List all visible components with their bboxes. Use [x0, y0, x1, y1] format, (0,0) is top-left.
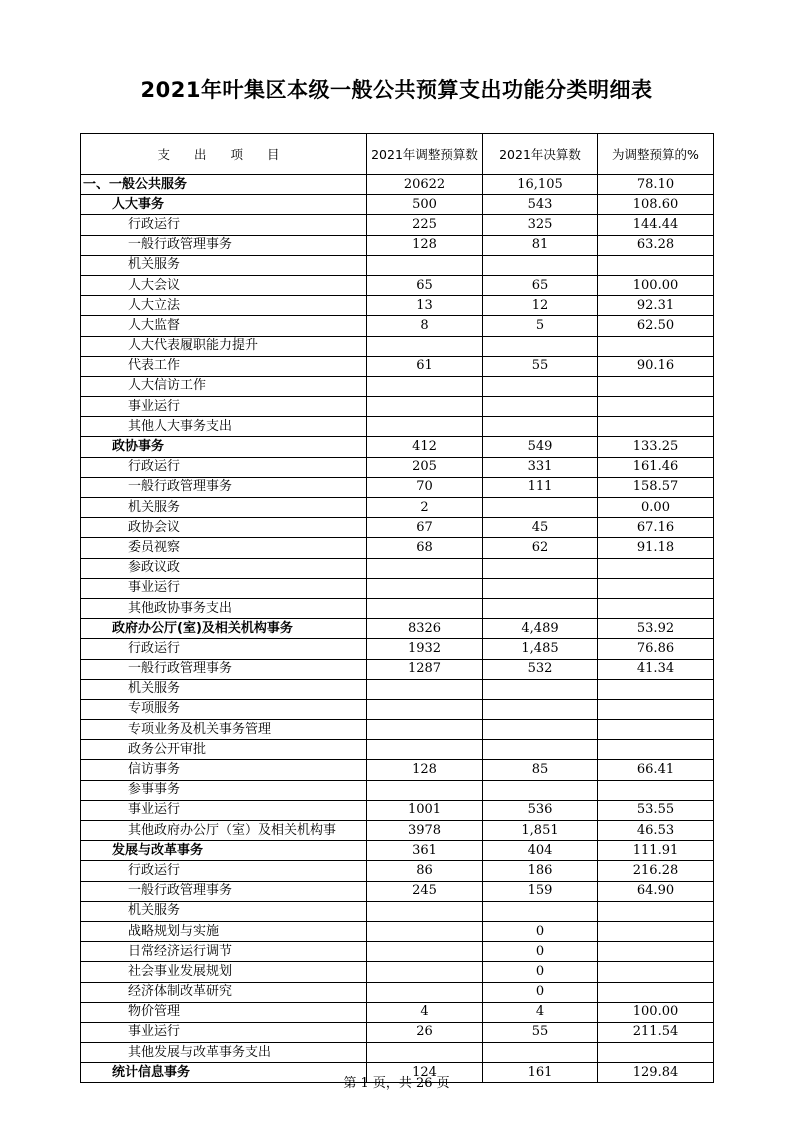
percent-cell: [598, 740, 714, 760]
item-name-cell: 经济体制改革研究: [81, 982, 367, 1002]
adjusted-budget-cell: 412: [367, 437, 483, 457]
item-name-cell: 代表工作: [81, 356, 367, 376]
table-row: [81, 296, 714, 316]
percent-cell: 100.00: [598, 275, 714, 295]
table-row: [81, 316, 714, 336]
header-final-accounts: 2021年决算数: [483, 134, 598, 175]
table-row: [81, 942, 714, 962]
percent-cell: [598, 962, 714, 982]
adjusted-budget-cell: [367, 942, 483, 962]
final-accounts-cell: [483, 498, 598, 518]
adjusted-budget-cell: 245: [367, 881, 483, 901]
table-row: [81, 639, 714, 659]
item-name-cell: 事业运行: [81, 800, 367, 820]
percent-cell: [598, 901, 714, 921]
header-percent: 为调整预算的%: [598, 134, 714, 175]
final-accounts-cell: 0: [483, 921, 598, 941]
final-accounts-cell: [483, 780, 598, 800]
percent-cell: 90.16: [598, 356, 714, 376]
adjusted-budget-cell: 124: [367, 1063, 483, 1083]
final-accounts-cell: 186: [483, 861, 598, 881]
item-name-cell: 政协会议: [81, 518, 367, 538]
percent-cell: 76.86: [598, 639, 714, 659]
table-row: [81, 740, 714, 760]
adjusted-budget-cell: 1932: [367, 639, 483, 659]
table-row: [81, 255, 714, 275]
percent-cell: 66.41: [598, 760, 714, 780]
final-accounts-cell: [483, 255, 598, 275]
final-accounts-cell: [483, 699, 598, 719]
adjusted-budget-cell: [367, 255, 483, 275]
table-row: [81, 578, 714, 598]
table-row: [81, 538, 714, 558]
item-name-cell: 发展与改革事务: [81, 841, 367, 861]
adjusted-budget-cell: 4: [367, 1002, 483, 1022]
table-row: [81, 821, 714, 841]
adjusted-budget-cell: 1001: [367, 800, 483, 820]
table-row: [81, 962, 714, 982]
table-row: [81, 518, 714, 538]
final-accounts-cell: 1,485: [483, 639, 598, 659]
item-name-cell: 信访事务: [81, 760, 367, 780]
item-name-cell: 其他人大事务支出: [81, 417, 367, 437]
item-name-cell: 一般行政管理事务: [81, 235, 367, 255]
item-name-cell: 其他政协事务支出: [81, 598, 367, 618]
adjusted-budget-cell: [367, 578, 483, 598]
final-accounts-cell: [483, 417, 598, 437]
percent-cell: [598, 578, 714, 598]
adjusted-budget-cell: 225: [367, 215, 483, 235]
table-row: [81, 861, 714, 881]
item-name-cell: 机关服务: [81, 255, 367, 275]
item-name-cell: 专项业务及机关事务管理: [81, 720, 367, 740]
percent-cell: 63.28: [598, 235, 714, 255]
final-accounts-cell: 161: [483, 1063, 598, 1083]
table-row: [81, 881, 714, 901]
final-accounts-cell: [483, 336, 598, 356]
adjusted-budget-cell: 500: [367, 195, 483, 215]
percent-cell: [598, 679, 714, 699]
percent-cell: [598, 1043, 714, 1063]
item-name-cell: 统计信息事务: [81, 1063, 367, 1083]
table-row: [81, 275, 714, 295]
table-header-row: [81, 134, 714, 175]
final-accounts-cell: 0: [483, 942, 598, 962]
adjusted-budget-cell: [367, 679, 483, 699]
adjusted-budget-cell: [367, 376, 483, 396]
item-name-cell: 一般行政管理事务: [81, 477, 367, 497]
percent-cell: [598, 376, 714, 396]
adjusted-budget-cell: [367, 982, 483, 1002]
table-body: [81, 175, 714, 1083]
adjusted-budget-cell: 361: [367, 841, 483, 861]
table-row: [81, 1043, 714, 1063]
adjusted-budget-cell: [367, 699, 483, 719]
adjusted-budget-cell: 70: [367, 477, 483, 497]
table-row: [81, 800, 714, 820]
adjusted-budget-cell: [367, 397, 483, 417]
adjusted-budget-cell: 68: [367, 538, 483, 558]
adjusted-budget-cell: 13: [367, 296, 483, 316]
item-name-cell: 人大代表履职能力提升: [81, 336, 367, 356]
percent-cell: 62.50: [598, 316, 714, 336]
adjusted-budget-cell: 65: [367, 275, 483, 295]
adjusted-budget-cell: 26: [367, 1022, 483, 1042]
item-name-cell: 日常经济运行调节: [81, 942, 367, 962]
final-accounts-cell: 404: [483, 841, 598, 861]
percent-cell: 64.90: [598, 881, 714, 901]
percent-cell: 111.91: [598, 841, 714, 861]
table-row: [81, 356, 714, 376]
percent-cell: [598, 336, 714, 356]
item-name-cell: 机关服务: [81, 679, 367, 699]
table-row: [81, 598, 714, 618]
table-row: [81, 720, 714, 740]
percent-cell: [598, 598, 714, 618]
table-row: [81, 619, 714, 639]
final-accounts-cell: 331: [483, 457, 598, 477]
final-accounts-cell: 532: [483, 659, 598, 679]
final-accounts-cell: [483, 376, 598, 396]
adjusted-budget-cell: 8326: [367, 619, 483, 639]
table-row: [81, 437, 714, 457]
adjusted-budget-cell: [367, 558, 483, 578]
final-accounts-cell: 111: [483, 477, 598, 497]
table-row: [81, 901, 714, 921]
item-name-cell: 专项服务: [81, 699, 367, 719]
percent-cell: 53.92: [598, 619, 714, 639]
table-row: [81, 841, 714, 861]
table-row: [81, 699, 714, 719]
adjusted-budget-cell: [367, 598, 483, 618]
final-accounts-cell: [483, 1043, 598, 1063]
item-name-cell: 行政运行: [81, 457, 367, 477]
item-name-cell: 社会事业发展规划: [81, 962, 367, 982]
adjusted-budget-cell: [367, 417, 483, 437]
adjusted-budget-cell: 20622: [367, 175, 483, 195]
table-row: [81, 175, 714, 195]
percent-cell: 144.44: [598, 215, 714, 235]
adjusted-budget-cell: [367, 780, 483, 800]
percent-cell: [598, 255, 714, 275]
percent-cell: [598, 397, 714, 417]
item-name-cell: 行政运行: [81, 215, 367, 235]
percent-cell: 53.55: [598, 800, 714, 820]
percent-cell: [598, 558, 714, 578]
final-accounts-cell: 536: [483, 800, 598, 820]
adjusted-budget-cell: [367, 720, 483, 740]
item-name-cell: 机关服务: [81, 901, 367, 921]
percent-cell: 108.60: [598, 195, 714, 215]
table-row: [81, 780, 714, 800]
final-accounts-cell: 4,489: [483, 619, 598, 639]
item-name-cell: 事业运行: [81, 1022, 367, 1042]
final-accounts-cell: 543: [483, 195, 598, 215]
item-name-cell: 行政运行: [81, 861, 367, 881]
item-name-cell: 一、一般公共服务: [81, 175, 367, 195]
percent-cell: 158.57: [598, 477, 714, 497]
header-item: 支 出 项 目: [81, 134, 367, 175]
table-row: [81, 982, 714, 1002]
item-name-cell: 人大事务: [81, 195, 367, 215]
page-title: 2021年叶集区本级一般公共预算支出功能分类明细表: [140, 78, 653, 102]
item-name-cell: 机关服务: [81, 498, 367, 518]
table-row: [81, 336, 714, 356]
adjusted-budget-cell: 67: [367, 518, 483, 538]
item-name-cell: 参政议政: [81, 558, 367, 578]
adjusted-budget-cell: [367, 1043, 483, 1063]
final-accounts-cell: 12: [483, 296, 598, 316]
item-name-cell: 人大监督: [81, 316, 367, 336]
table-row: [81, 558, 714, 578]
table-row: [81, 1022, 714, 1042]
final-accounts-cell: 65: [483, 275, 598, 295]
table-row: [81, 376, 714, 396]
item-name-cell: 物价管理: [81, 1002, 367, 1022]
percent-cell: [598, 699, 714, 719]
final-accounts-cell: 55: [483, 356, 598, 376]
adjusted-budget-cell: 3978: [367, 821, 483, 841]
percent-cell: 216.28: [598, 861, 714, 881]
table-row: [81, 457, 714, 477]
percent-cell: [598, 921, 714, 941]
table-row: [81, 397, 714, 417]
item-name-cell: 一般行政管理事务: [81, 881, 367, 901]
adjusted-budget-cell: [367, 921, 483, 941]
header-adjusted-budget: 2021年调整预算数: [367, 134, 483, 175]
percent-cell: [598, 720, 714, 740]
table-row: [81, 498, 714, 518]
item-name-cell: 事业运行: [81, 397, 367, 417]
item-name-cell: 委员视察: [81, 538, 367, 558]
adjusted-budget-cell: [367, 901, 483, 921]
adjusted-budget-cell: 1287: [367, 659, 483, 679]
final-accounts-cell: [483, 679, 598, 699]
final-accounts-cell: 81: [483, 235, 598, 255]
table-row: [81, 477, 714, 497]
adjusted-budget-cell: 86: [367, 861, 483, 881]
adjusted-budget-cell: 8: [367, 316, 483, 336]
percent-cell: 91.18: [598, 538, 714, 558]
adjusted-budget-cell: [367, 740, 483, 760]
final-accounts-cell: 4: [483, 1002, 598, 1022]
item-name-cell: 政协事务: [81, 437, 367, 457]
final-accounts-cell: 45: [483, 518, 598, 538]
percent-cell: 67.16: [598, 518, 714, 538]
percent-cell: 129.84: [598, 1063, 714, 1083]
table-row: [81, 760, 714, 780]
item-name-cell: 其他发展与改革事务支出: [81, 1043, 367, 1063]
adjusted-budget-cell: 128: [367, 760, 483, 780]
final-accounts-cell: [483, 578, 598, 598]
item-name-cell: 人大立法: [81, 296, 367, 316]
percent-cell: 92.31: [598, 296, 714, 316]
final-accounts-cell: 159: [483, 881, 598, 901]
final-accounts-cell: 16,105: [483, 175, 598, 195]
final-accounts-cell: 549: [483, 437, 598, 457]
table-row: [81, 1002, 714, 1022]
item-name-cell: 人大会议: [81, 275, 367, 295]
table-row: [81, 195, 714, 215]
final-accounts-cell: [483, 901, 598, 921]
percent-cell: 78.10: [598, 175, 714, 195]
final-accounts-cell: [483, 558, 598, 578]
adjusted-budget-cell: [367, 336, 483, 356]
item-name-cell: 战略规划与实施: [81, 921, 367, 941]
table-row: [81, 235, 714, 255]
budget-table: [80, 133, 714, 1083]
percent-cell: 100.00: [598, 1002, 714, 1022]
page-footer: 第 1 页，共 26 页: [343, 1076, 450, 1091]
item-name-cell: 人大信访工作: [81, 376, 367, 396]
final-accounts-cell: 0: [483, 982, 598, 1002]
final-accounts-cell: [483, 720, 598, 740]
percent-cell: 211.54: [598, 1022, 714, 1042]
final-accounts-cell: [483, 740, 598, 760]
percent-cell: [598, 982, 714, 1002]
item-name-cell: 其他政府办公厅（室）及相关机构事: [81, 821, 367, 841]
item-name-cell: 行政运行: [81, 639, 367, 659]
final-accounts-cell: 85: [483, 760, 598, 780]
table-row: [81, 921, 714, 941]
item-name-cell: 一般行政管理事务: [81, 659, 367, 679]
final-accounts-cell: 325: [483, 215, 598, 235]
percent-cell: 41.34: [598, 659, 714, 679]
final-accounts-cell: [483, 397, 598, 417]
adjusted-budget-cell: 205: [367, 457, 483, 477]
table-row: [81, 659, 714, 679]
item-name-cell: 参事事务: [81, 780, 367, 800]
table-row: [81, 215, 714, 235]
percent-cell: 0.00: [598, 498, 714, 518]
percent-cell: 46.53: [598, 821, 714, 841]
final-accounts-cell: 0: [483, 962, 598, 982]
final-accounts-cell: 1,851: [483, 821, 598, 841]
adjusted-budget-cell: 2: [367, 498, 483, 518]
percent-cell: [598, 417, 714, 437]
final-accounts-cell: 62: [483, 538, 598, 558]
percent-cell: 133.25: [598, 437, 714, 457]
final-accounts-cell: [483, 598, 598, 618]
percent-cell: [598, 780, 714, 800]
adjusted-budget-cell: 128: [367, 235, 483, 255]
item-name-cell: 政务公开审批: [81, 740, 367, 760]
table-row: [81, 679, 714, 699]
adjusted-budget-cell: 61: [367, 356, 483, 376]
percent-cell: [598, 942, 714, 962]
item-name-cell: 政府办公厅(室)及相关机构事务: [81, 619, 367, 639]
final-accounts-cell: 55: [483, 1022, 598, 1042]
final-accounts-cell: 5: [483, 316, 598, 336]
adjusted-budget-cell: [367, 962, 483, 982]
table-row: [81, 417, 714, 437]
item-name-cell: 事业运行: [81, 578, 367, 598]
percent-cell: 161.46: [598, 457, 714, 477]
